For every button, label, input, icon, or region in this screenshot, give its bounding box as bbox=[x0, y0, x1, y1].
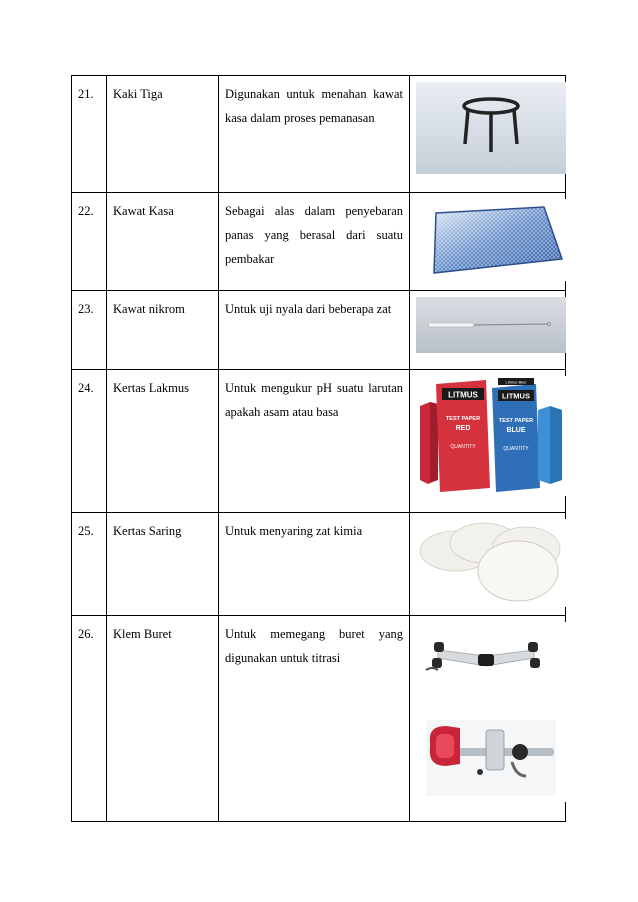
equipment-name: Kertas Saring bbox=[107, 513, 219, 616]
equipment-name: Kawat nikrom bbox=[107, 291, 219, 370]
tripod-stand-image bbox=[416, 82, 566, 174]
equipment-image-cell bbox=[410, 616, 566, 822]
svg-text:LITMUS: LITMUS bbox=[502, 391, 530, 401]
filter-paper-image bbox=[416, 519, 566, 607]
svg-text:QUANTITY: QUANTITY bbox=[450, 444, 476, 450]
nichrome-wire-image bbox=[416, 297, 566, 353]
svg-text:Litmus Blue: Litmus Blue bbox=[505, 379, 527, 385]
table-row bbox=[72, 76, 566, 193]
equipment-description: Digunakan untuk menahan kawat kasa dalam proses pemanasan bbox=[219, 76, 410, 193]
equipment-name: Kawat Kasa bbox=[107, 193, 219, 291]
wire-gauze-image bbox=[416, 199, 566, 281]
row-number: 26. bbox=[72, 616, 107, 822]
equipment-description: Untuk menyaring zat kimia bbox=[219, 513, 410, 616]
row-number: 24. bbox=[72, 370, 107, 513]
burette-clamp-image bbox=[416, 622, 566, 802]
row-number: 22. bbox=[72, 193, 107, 291]
table-row bbox=[72, 370, 566, 513]
svg-text:QUANTITY: QUANTITY bbox=[503, 446, 529, 452]
equipment-description: Untuk uji nyala dari beberapa zat bbox=[219, 291, 410, 370]
equipment-description: Untuk mengukur pH suatu larutan apakah asam atau basa bbox=[219, 370, 410, 513]
litmus-paper-image bbox=[416, 376, 566, 496]
svg-text:TEST PAPER: TEST PAPER bbox=[445, 416, 481, 422]
equipment-image-cell bbox=[410, 76, 566, 193]
svg-text:TEST PAPER: TEST PAPER bbox=[498, 418, 534, 424]
table-row bbox=[72, 193, 566, 291]
equipment-name: Kertas Lakmus bbox=[107, 370, 219, 513]
svg-text:LITMUS: LITMUS bbox=[448, 390, 478, 400]
equipment-image-cell bbox=[410, 513, 566, 616]
equipment-description: Sebagai alas dalam penyebaran panas yang berasal dari suatu pembakar bbox=[219, 193, 410, 291]
svg-text:BLUE: BLUE bbox=[506, 427, 526, 434]
equipment-name: Kaki Tiga bbox=[107, 76, 219, 193]
table-row bbox=[72, 513, 566, 616]
svg-text:RED: RED bbox=[455, 425, 471, 432]
red-clamp-icon bbox=[426, 720, 556, 796]
equipment-image-cell bbox=[410, 193, 566, 291]
equipment-image-cell bbox=[410, 291, 566, 370]
equipment-description: Untuk memegang buret yang digunakan untuk titrasi bbox=[219, 616, 410, 822]
equipment-image-cell bbox=[410, 370, 566, 513]
row-number: 23. bbox=[72, 291, 107, 370]
table-row bbox=[72, 291, 566, 370]
row-number: 21. bbox=[72, 76, 107, 193]
equipment-name: Klem Buret bbox=[107, 616, 219, 822]
table-row bbox=[72, 616, 566, 822]
equipment-table bbox=[71, 75, 566, 822]
row-number: 25. bbox=[72, 513, 107, 616]
